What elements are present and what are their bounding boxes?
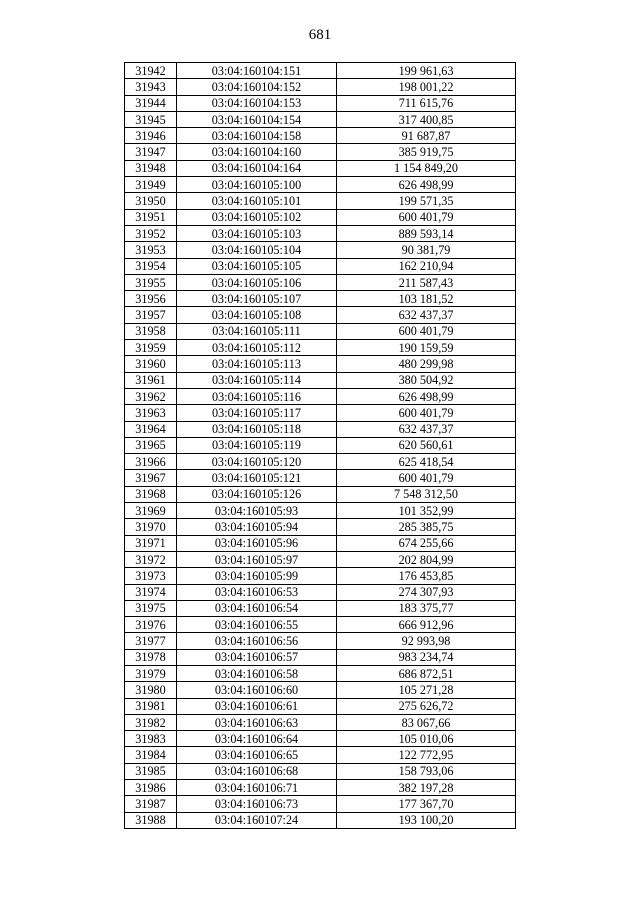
table-row [125,503,516,519]
cadastral-number-cell: 03:04:160106:68 [177,763,337,779]
row-number-cell: 31950 [125,193,177,209]
table-row [125,340,516,356]
cadastral-number-cell: 03:04:160105:120 [177,454,337,470]
table-row [125,584,516,600]
table-row [125,128,516,144]
row-number-cell: 31976 [125,617,177,633]
row-number-cell: 31967 [125,470,177,486]
row-number-cell: 31945 [125,111,177,127]
cadastral-number-cell: 03:04:160105:108 [177,307,337,323]
cadastral-value-cell: 600 401,79 [337,323,516,339]
table-row [125,519,516,535]
cadastral-value-cell: 380 504,92 [337,372,516,388]
row-number-cell: 31958 [125,323,177,339]
row-number-cell: 31956 [125,291,177,307]
row-number-cell: 31953 [125,242,177,258]
row-number-cell: 31978 [125,649,177,665]
cadastral-value-cell: 889 593,14 [337,225,516,241]
cadastral-value-cell: 183 375,77 [337,600,516,616]
table-row [125,763,516,779]
cadastral-number-cell: 03:04:160105:93 [177,503,337,519]
cadastral-number-cell: 03:04:160105:94 [177,519,337,535]
row-number-cell: 31963 [125,405,177,421]
table-row [125,486,516,502]
cadastral-value-cell: 91 687,87 [337,128,516,144]
table-row [125,649,516,665]
row-number-cell: 31955 [125,274,177,290]
table-row [125,617,516,633]
table-row [125,665,516,681]
cadastral-value-cell: 285 385,75 [337,519,516,535]
row-number-cell: 31975 [125,600,177,616]
table-row [125,731,516,747]
cadastral-value-cell: 158 793,06 [337,763,516,779]
cadastral-value-cell: 101 352,99 [337,503,516,519]
table-row [125,356,516,372]
row-number-cell: 31942 [125,63,177,79]
cadastral-value-cell: 620 560,61 [337,437,516,453]
row-number-cell: 31959 [125,340,177,356]
table-row [125,79,516,95]
table-row [125,698,516,714]
row-number-cell: 31946 [125,128,177,144]
cadastral-value-cell: 274 307,93 [337,584,516,600]
cadastral-value-cell: 199 961,63 [337,63,516,79]
cadastral-number-cell: 03:04:160105:114 [177,372,337,388]
table-row [125,470,516,486]
row-number-cell: 31951 [125,209,177,225]
cadastral-number-cell: 03:04:160105:97 [177,551,337,567]
cadastral-value-cell: 626 498,99 [337,177,516,193]
table-row [125,242,516,258]
cadastral-value-cell: 983 234,74 [337,649,516,665]
table-row [125,95,516,111]
cadastral-number-cell: 03:04:160106:60 [177,682,337,698]
table-row [125,812,516,828]
table-row [125,437,516,453]
row-number-cell: 31964 [125,421,177,437]
table-row [125,551,516,567]
cadastral-value-cell: 7 548 312,50 [337,486,516,502]
cadastral-value-cell: 711 615,76 [337,95,516,111]
row-number-cell: 31974 [125,584,177,600]
table-row [125,307,516,323]
cadastral-number-cell: 03:04:160105:118 [177,421,337,437]
row-number-cell: 31980 [125,682,177,698]
table-row [125,258,516,274]
cadastral-value-cell: 600 401,79 [337,209,516,225]
row-number-cell: 31944 [125,95,177,111]
cadastral-number-cell: 03:04:160105:111 [177,323,337,339]
cadastral-number-cell: 03:04:160106:56 [177,633,337,649]
row-number-cell: 31969 [125,503,177,519]
row-number-cell: 31982 [125,714,177,730]
cadastral-value-cell: 317 400,85 [337,111,516,127]
cadastral-value-cell: 198 001,22 [337,79,516,95]
cadastral-value-cell: 666 912,96 [337,617,516,633]
cadastral-value-cell: 193 100,20 [337,812,516,828]
row-number-cell: 31954 [125,258,177,274]
table-row [125,421,516,437]
table-row [125,372,516,388]
table-row [125,225,516,241]
table-row [125,111,516,127]
table-row [125,63,516,79]
cadastral-number-cell: 03:04:160105:112 [177,340,337,356]
row-number-cell: 31981 [125,698,177,714]
table-row [125,568,516,584]
table-row [125,535,516,551]
cadastral-value-cell: 202 804,99 [337,551,516,567]
cadastral-number-cell: 03:04:160104:164 [177,160,337,176]
table-row [125,405,516,421]
cadastral-number-cell: 03:04:160105:100 [177,177,337,193]
row-number-cell: 31985 [125,763,177,779]
row-number-cell: 31983 [125,731,177,747]
row-number-cell: 31988 [125,812,177,828]
cadastral-value-cell: 122 772,95 [337,747,516,763]
row-number-cell: 31948 [125,160,177,176]
cadastral-number-cell: 03:04:160105:116 [177,388,337,404]
row-number-cell: 31979 [125,665,177,681]
table-row [125,796,516,812]
cadastral-number-cell: 03:04:160104:158 [177,128,337,144]
cadastral-value-cell: 632 437,37 [337,307,516,323]
cadastral-value-cell: 625 418,54 [337,454,516,470]
row-number-cell: 31961 [125,372,177,388]
table-body [125,63,516,829]
cadastral-number-cell: 03:04:160105:105 [177,258,337,274]
cadastral-number-cell: 03:04:160105:117 [177,405,337,421]
cadastral-value-cell: 103 181,52 [337,291,516,307]
table-row [125,209,516,225]
page-number: 681 [308,27,332,43]
cadastral-number-cell: 03:04:160105:99 [177,568,337,584]
cadastral-value-cell: 1 154 849,20 [337,160,516,176]
table-row [125,160,516,176]
table-row [125,193,516,209]
cadastral-number-cell: 03:04:160106:63 [177,714,337,730]
cadastral-number-cell: 03:04:160107:24 [177,812,337,828]
cadastral-number-cell: 03:04:160106:65 [177,747,337,763]
row-number-cell: 31960 [125,356,177,372]
table-row [125,177,516,193]
row-number-cell: 31973 [125,568,177,584]
row-number-cell: 31970 [125,519,177,535]
cadastral-number-cell: 03:04:160106:57 [177,649,337,665]
cadastral-number-cell: 03:04:160105:119 [177,437,337,453]
cadastral-value-cell: 600 401,79 [337,405,516,421]
cadastral-number-cell: 03:04:160104:160 [177,144,337,160]
table-row [125,780,516,796]
cadastral-number-cell: 03:04:160105:104 [177,242,337,258]
cadastral-number-cell: 03:04:160106:55 [177,617,337,633]
cadastral-value-cell: 162 210,94 [337,258,516,274]
row-number-cell: 31966 [125,454,177,470]
cadastral-value-cell: 90 381,79 [337,242,516,258]
cadastral-value-cell: 275 626,72 [337,698,516,714]
row-number-cell: 31957 [125,307,177,323]
cadastral-value-cell: 105 271,28 [337,682,516,698]
cadastral-number-cell: 03:04:160106:54 [177,600,337,616]
row-number-cell: 31947 [125,144,177,160]
row-number-cell: 31977 [125,633,177,649]
cadastral-value-cell: 600 401,79 [337,470,516,486]
cadastral-number-cell: 03:04:160105:106 [177,274,337,290]
cadastral-number-cell: 03:04:160105:101 [177,193,337,209]
cadastral-value-cell: 385 919,75 [337,144,516,160]
table-row [125,600,516,616]
row-number-cell: 31965 [125,437,177,453]
cadastral-number-cell: 03:04:160105:121 [177,470,337,486]
table-row [125,633,516,649]
cadastral-number-cell: 03:04:160106:58 [177,665,337,681]
cadastral-value-cell: 626 498,99 [337,388,516,404]
row-number-cell: 31952 [125,225,177,241]
cadastral-number-cell: 03:04:160104:153 [177,95,337,111]
cadastral-value-table [124,62,516,829]
cadastral-value-cell: 686 872,51 [337,665,516,681]
row-number-cell: 31968 [125,486,177,502]
cadastral-value-cell: 176 453,85 [337,568,516,584]
row-number-cell: 31972 [125,551,177,567]
table-row [125,291,516,307]
cadastral-number-cell: 03:04:160105:102 [177,209,337,225]
row-number-cell: 31949 [125,177,177,193]
cadastral-value-cell: 190 159,59 [337,340,516,356]
cadastral-number-cell: 03:04:160106:61 [177,698,337,714]
cadastral-number-cell: 03:04:160105:96 [177,535,337,551]
table-row [125,388,516,404]
cadastral-number-cell: 03:04:160104:152 [177,79,337,95]
cadastral-value-cell: 674 255,66 [337,535,516,551]
cadastral-number-cell: 03:04:160106:53 [177,584,337,600]
row-number-cell: 31987 [125,796,177,812]
cadastral-value-cell: 211 587,43 [337,274,516,290]
row-number-cell: 31986 [125,780,177,796]
cadastral-value-cell: 92 993,98 [337,633,516,649]
cadastral-number-cell: 03:04:160105:126 [177,486,337,502]
cadastral-value-cell: 83 067,66 [337,714,516,730]
cadastral-number-cell: 03:04:160104:151 [177,63,337,79]
cadastral-number-cell: 03:04:160105:107 [177,291,337,307]
table-row [125,144,516,160]
cadastral-number-cell: 03:04:160106:73 [177,796,337,812]
cadastral-number-cell: 03:04:160105:113 [177,356,337,372]
row-number-cell: 31971 [125,535,177,551]
cadastral-value-cell: 480 299,98 [337,356,516,372]
cadastral-value-cell: 177 367,70 [337,796,516,812]
cadastral-value-cell: 105 010,06 [337,731,516,747]
cadastral-number-cell: 03:04:160106:64 [177,731,337,747]
cadastral-number-cell: 03:04:160104:154 [177,111,337,127]
table-row [125,274,516,290]
row-number-cell: 31962 [125,388,177,404]
cadastral-number-cell: 03:04:160105:103 [177,225,337,241]
cadastral-value-cell: 199 571,35 [337,193,516,209]
table-row [125,323,516,339]
table-row [125,714,516,730]
cadastral-value-cell: 632 437,37 [337,421,516,437]
cadastral-number-cell: 03:04:160106:71 [177,780,337,796]
row-number-cell: 31943 [125,79,177,95]
table-row [125,682,516,698]
table-row [125,454,516,470]
row-number-cell: 31984 [125,747,177,763]
table-row [125,747,516,763]
cadastral-value-cell: 382 197,28 [337,780,516,796]
